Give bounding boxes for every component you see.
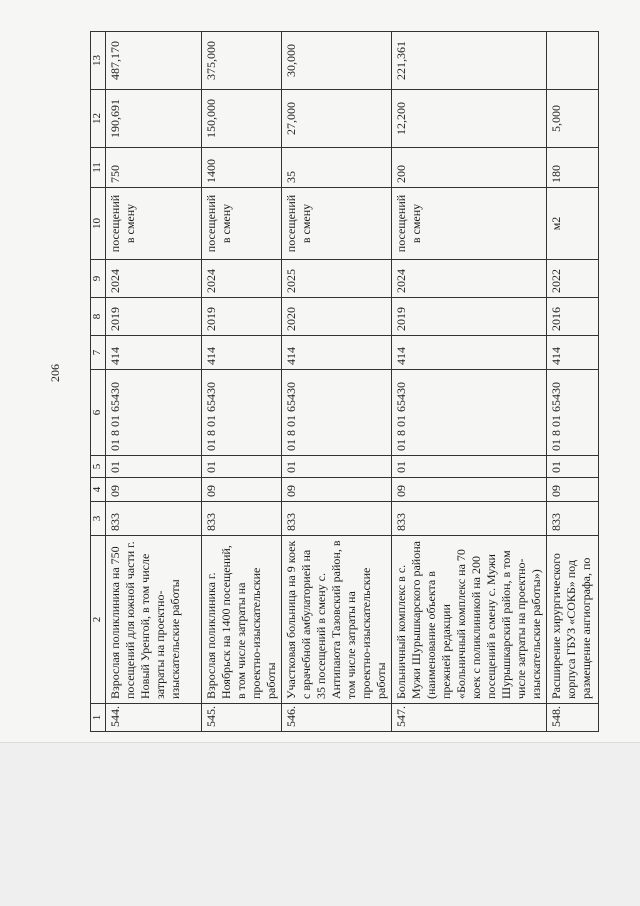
rotated-table-wrapper: [90, 32, 593, 732]
row-number: 544.: [106, 704, 202, 732]
cell-year-end: 2022: [547, 260, 599, 298]
cell-year-end: 2024: [202, 260, 282, 298]
table-row: [547, 32, 599, 732]
row-number: 545.: [202, 704, 282, 732]
row-number: 547.: [392, 704, 547, 732]
cell-capacity: 1400: [202, 148, 282, 188]
table-row: [106, 32, 202, 732]
cell-amount-12: 12,200: [392, 90, 547, 148]
table-row: [282, 32, 392, 732]
cell-amount-13: 30,000: [282, 32, 392, 90]
cell-code-6: 01 8 01 65430: [547, 370, 599, 456]
object-name: Больничный комплекс в с. Мужи Шурышкарского района (наименование объекта в прежней редакции «Больничный комплекс на 70 коек с поликлиникой на 200 посещений в смену с. Мужи Шурышкарский район, в том числе затраты на проектно-изыскательские работы»): [392, 536, 547, 704]
cell-year-start: 2020: [282, 298, 392, 336]
col-number: 11: [91, 148, 106, 188]
object-name: Расширение хирургического корпуса ГБУЗ «СОКБ» под размещение ангиографа, по: [547, 536, 599, 704]
cell-unit: посещений в смену: [202, 188, 282, 260]
object-name: Участковая больница на 9 коек с врачебной амбулаторией на 35 посещений в смену с. Антипаюта Тазовский район, в том числе затраты на проектно-изыскательские работы: [282, 536, 392, 704]
cell-code-3: 833: [392, 502, 547, 536]
scan-bottom-margin: [0, 742, 640, 906]
cell-code-4: 09: [282, 478, 392, 502]
col-number: 7: [91, 336, 106, 370]
cell-code-6: 01 8 01 65430: [392, 370, 547, 456]
cell-unit: посещений в смену: [392, 188, 547, 260]
cell-code-5: 01: [202, 456, 282, 478]
cell-code-5: 01: [106, 456, 202, 478]
table-row: [202, 32, 282, 732]
row-number: 546.: [282, 704, 392, 732]
cell-code-5: 01: [392, 456, 547, 478]
cell-amount-12: 190,691: [106, 90, 202, 148]
cell-code-4: 09: [106, 478, 202, 502]
row-number: 548.: [547, 704, 599, 732]
cell-capacity: 200: [392, 148, 547, 188]
cell-amount-13: [547, 32, 599, 90]
col-number: 4: [91, 478, 106, 502]
cell-code-7: 414: [547, 336, 599, 370]
column-number-row: [91, 32, 106, 732]
cell-year-start: 2019: [392, 298, 547, 336]
object-name: Взрослая поликлиника г. Ноябрьск на 1400 посещений, в том числе затраты на проектно-изыскательские работы: [202, 536, 282, 704]
cell-code-4: 09: [202, 478, 282, 502]
cell-year-start: 2019: [202, 298, 282, 336]
cell-year-end: 2024: [392, 260, 547, 298]
col-number: 2: [91, 536, 106, 704]
col-number: 8: [91, 298, 106, 336]
cell-code-4: 09: [547, 478, 599, 502]
cell-unit: м2: [547, 188, 599, 260]
cell-code-5: 01: [282, 456, 392, 478]
col-number: 5: [91, 456, 106, 478]
col-number: 3: [91, 502, 106, 536]
cell-code-3: 833: [106, 502, 202, 536]
cell-capacity: 180: [547, 148, 599, 188]
table-row: [392, 32, 547, 732]
cell-code-5: 01: [547, 456, 599, 478]
budget-table: [90, 31, 599, 732]
cell-code-6: 01 8 01 65430: [106, 370, 202, 456]
cell-amount-12: 5,000: [547, 90, 599, 148]
cell-code-3: 833: [282, 502, 392, 536]
object-name: Взрослая поликлиника на 750 посещений для южной части г. Новый Уренгой, в том числе затраты на проектно-изыскательские работы: [106, 536, 202, 704]
col-number: 10: [91, 188, 106, 260]
cell-code-3: 833: [547, 502, 599, 536]
cell-code-4: 09: [392, 478, 547, 502]
cell-code-7: 414: [106, 336, 202, 370]
cell-capacity: 750: [106, 148, 202, 188]
cell-amount-12: 27,000: [282, 90, 392, 148]
cell-unit: посещений в смену: [106, 188, 202, 260]
cell-year-end: 2025: [282, 260, 392, 298]
col-number: 9: [91, 260, 106, 298]
cell-amount-13: 375,000: [202, 32, 282, 90]
cell-year-start: 2019: [106, 298, 202, 336]
cell-code-6: 01 8 01 65430: [202, 370, 282, 456]
cell-code-7: 414: [282, 336, 392, 370]
col-number: 12: [91, 90, 106, 148]
cell-code-7: 414: [202, 336, 282, 370]
cell-amount-13: 487,170: [106, 32, 202, 90]
cell-amount-12: 150,000: [202, 90, 282, 148]
cell-code-3: 833: [202, 502, 282, 536]
cell-year-end: 2024: [106, 260, 202, 298]
cell-unit: посещений в смену: [282, 188, 392, 260]
cell-year-start: 2016: [547, 298, 599, 336]
col-number: 6: [91, 370, 106, 456]
cell-code-6: 01 8 01 65430: [282, 370, 392, 456]
cell-amount-13: 221,361: [392, 32, 547, 90]
col-number: 1: [91, 704, 106, 732]
cell-capacity: 35: [282, 148, 392, 188]
col-number: 13: [91, 32, 106, 90]
page-number: 206: [48, 364, 62, 382]
cell-code-7: 414: [392, 336, 547, 370]
